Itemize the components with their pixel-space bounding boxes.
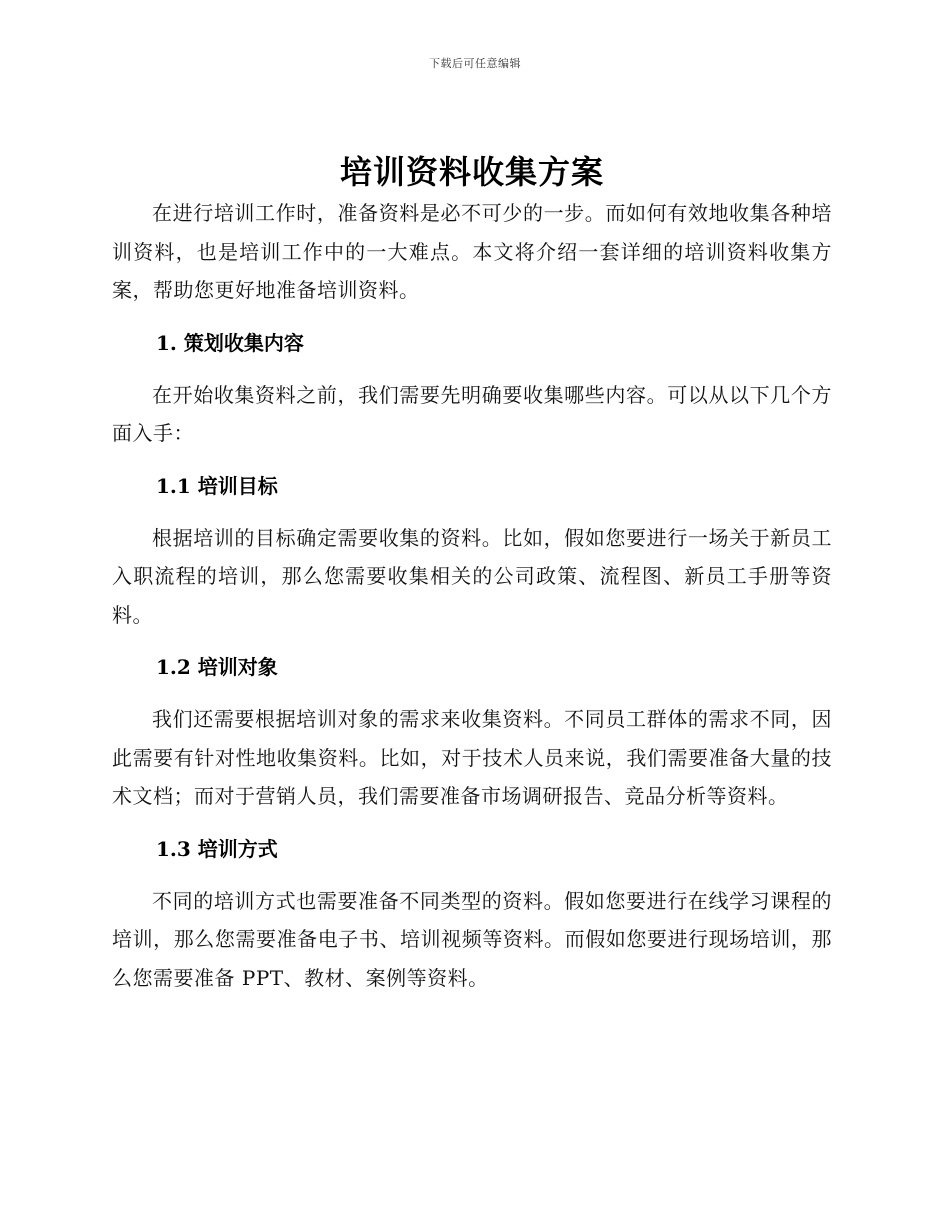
page-header-note: 下载后可任意编辑: [429, 57, 521, 70]
section-heading-training-method: 1.3 培训方式: [156, 836, 278, 861]
section-body-planning: 在开始收集资料之前，我们需要先明确要收集哪些内容。可以从以下几个方面入手：: [112, 382, 832, 445]
section-body-training-audience: 我们还需要根据培训对象的需求来收集资料。不同员工群体的需求不同，因此需要有针对性地收集资料。比如，对于技术人员来说，我们需要准备大量的技术文档；而对于营销人员，我们需要准备市场调研报告、竞品分析等资料。: [112, 707, 832, 808]
section-heading-planning: 1. 策划收集内容: [156, 330, 304, 355]
section-body-training-goal: 根据培训的目标确定需要收集的资料。比如，假如您要进行一场关于新员工入职流程的培训，那么您需要收集相关的公司政策、流程图、新员工手册等资料。: [112, 525, 832, 627]
intro-paragraph: 在进行培训工作时，准备资料是必不可少的一步。而如何有效地收集各种培训资料，也是培训工作中的一大难点。本文将介绍一套详细的培训资料收集方案，帮助您更好地准备培训资料。: [112, 201, 832, 302]
document-title: 培训资料收集方案: [339, 153, 604, 191]
section-heading-training-goal: 1.1 培训目标: [156, 473, 278, 498]
section-body-training-method: 不同的培训方式也需要准备不同类型的资料。假如您要进行在线学习课程的培训，那么您需要准备电子书、培训视频等资料。而假如您要进行现场培训，那么您需要准备 PPT、教材、案例等资料。: [112, 888, 832, 990]
document-body: [112, 150, 832, 997]
section-heading-training-audience: 1.2 培训对象: [156, 655, 278, 679]
